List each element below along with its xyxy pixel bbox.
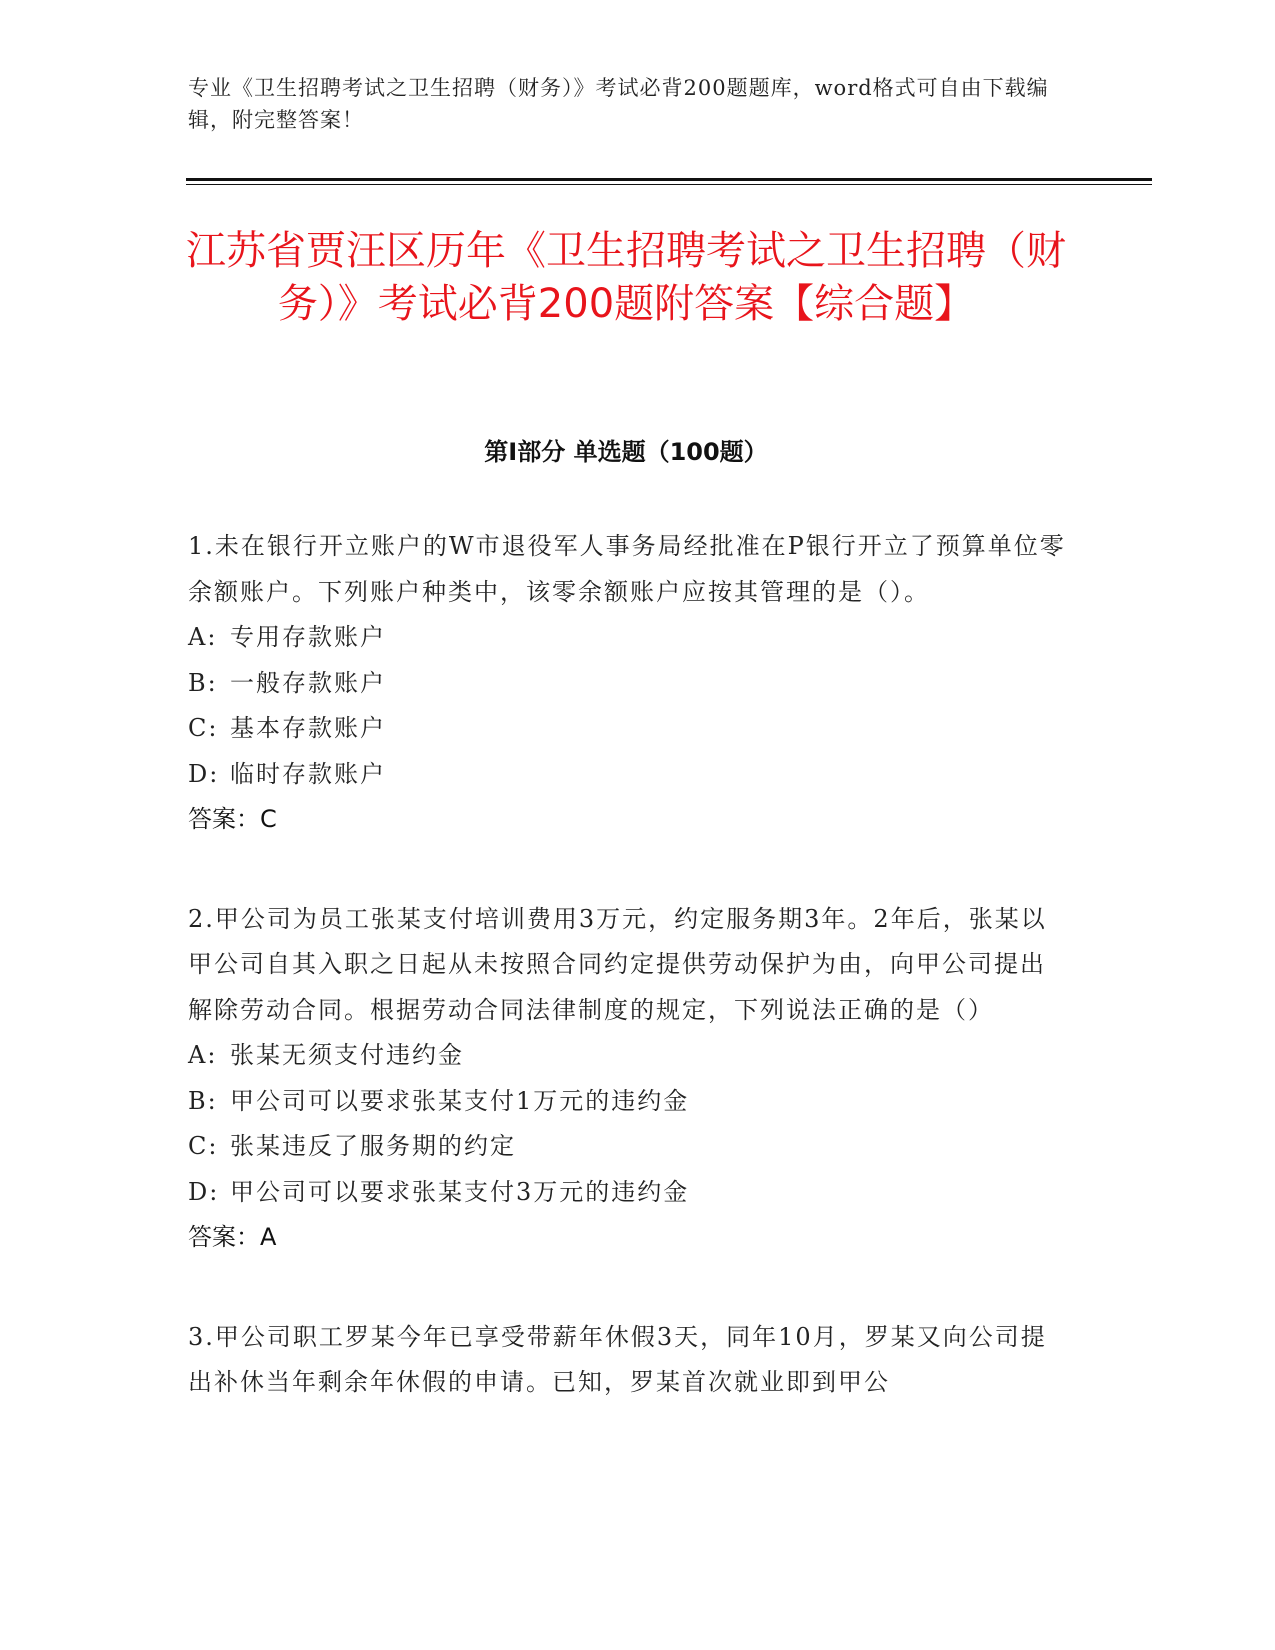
answer-line: 答案：C	[188, 805, 277, 833]
option-text: 基本存款账户	[230, 714, 386, 742]
option-text: 一般存款账户	[230, 668, 386, 697]
option-b	[188, 661, 1068, 707]
option-text: 甲公司可以要求张某支付1万元的违约金	[230, 1086, 690, 1115]
option-text: 临时存款账户	[230, 759, 386, 788]
option-text: 张某违反了服务期的约定	[230, 1132, 516, 1160]
option-key: C:	[188, 1132, 219, 1160]
header-note: 专业《卫生招聘考试之卫生招聘（财务）》考试必背200题题库，word格式可自由下载编辑，附完整答案！	[188, 76, 1049, 132]
question-list	[188, 524, 1068, 1460]
question-1	[188, 524, 1068, 843]
option-key: D:	[188, 1177, 220, 1206]
option-key: B:	[188, 1086, 218, 1115]
option-c	[188, 1124, 1068, 1170]
question-stem: 2.甲公司为员工张某支付培训费用3万元，约定服务期3年。2年后，张某以甲公司自其入职之日起从未按照合同约定提供劳动保护为由，向甲公司提出解除劳动合同。根据劳动合同法律制度的规定，下列说法正确的是（）	[188, 904, 1047, 1024]
option-text: 专用存款账户	[230, 623, 386, 651]
option-key: A:	[188, 1041, 218, 1069]
question-2	[188, 897, 1068, 1261]
option-c	[188, 706, 1068, 752]
header-divider-thick	[186, 178, 1152, 181]
option-key: D:	[188, 759, 220, 788]
option-key: C:	[188, 714, 219, 742]
option-key: B:	[188, 668, 218, 697]
option-a	[188, 1033, 1068, 1079]
section-title: 第Ⅰ部分 单选题（100题）	[484, 438, 768, 466]
document-title: 江苏省贾汪区历年《卫生招聘考试之卫生招聘（财务）》考试必背200题附答案【综合题】	[186, 228, 1066, 327]
option-text: 张某无须支付违约金	[230, 1041, 464, 1069]
option-key: A:	[188, 623, 218, 651]
question-stem: 1.未在银行开立账户的W市退役军人事务局经批准在P银行开立了预算单位零余额账户。下列账户种类中，该零余额账户应按其管理的是（）。	[188, 532, 1066, 606]
option-b	[188, 1079, 1068, 1125]
option-d	[188, 752, 1068, 798]
option-a	[188, 615, 1068, 661]
option-d	[188, 1170, 1068, 1216]
header-divider-thin	[186, 184, 1152, 185]
answer-line: 答案：A	[188, 1223, 277, 1251]
option-text: 甲公司可以要求张某支付3万元的违约金	[230, 1177, 690, 1206]
question-stem: 3.甲公司职工罗某今年已享受带薪年休假3天，同年10月，罗某又向公司提出补休当年剩余年休假的申请。已知，罗某首次就业即到甲公	[188, 1322, 1047, 1396]
question-3	[188, 1315, 1068, 1406]
